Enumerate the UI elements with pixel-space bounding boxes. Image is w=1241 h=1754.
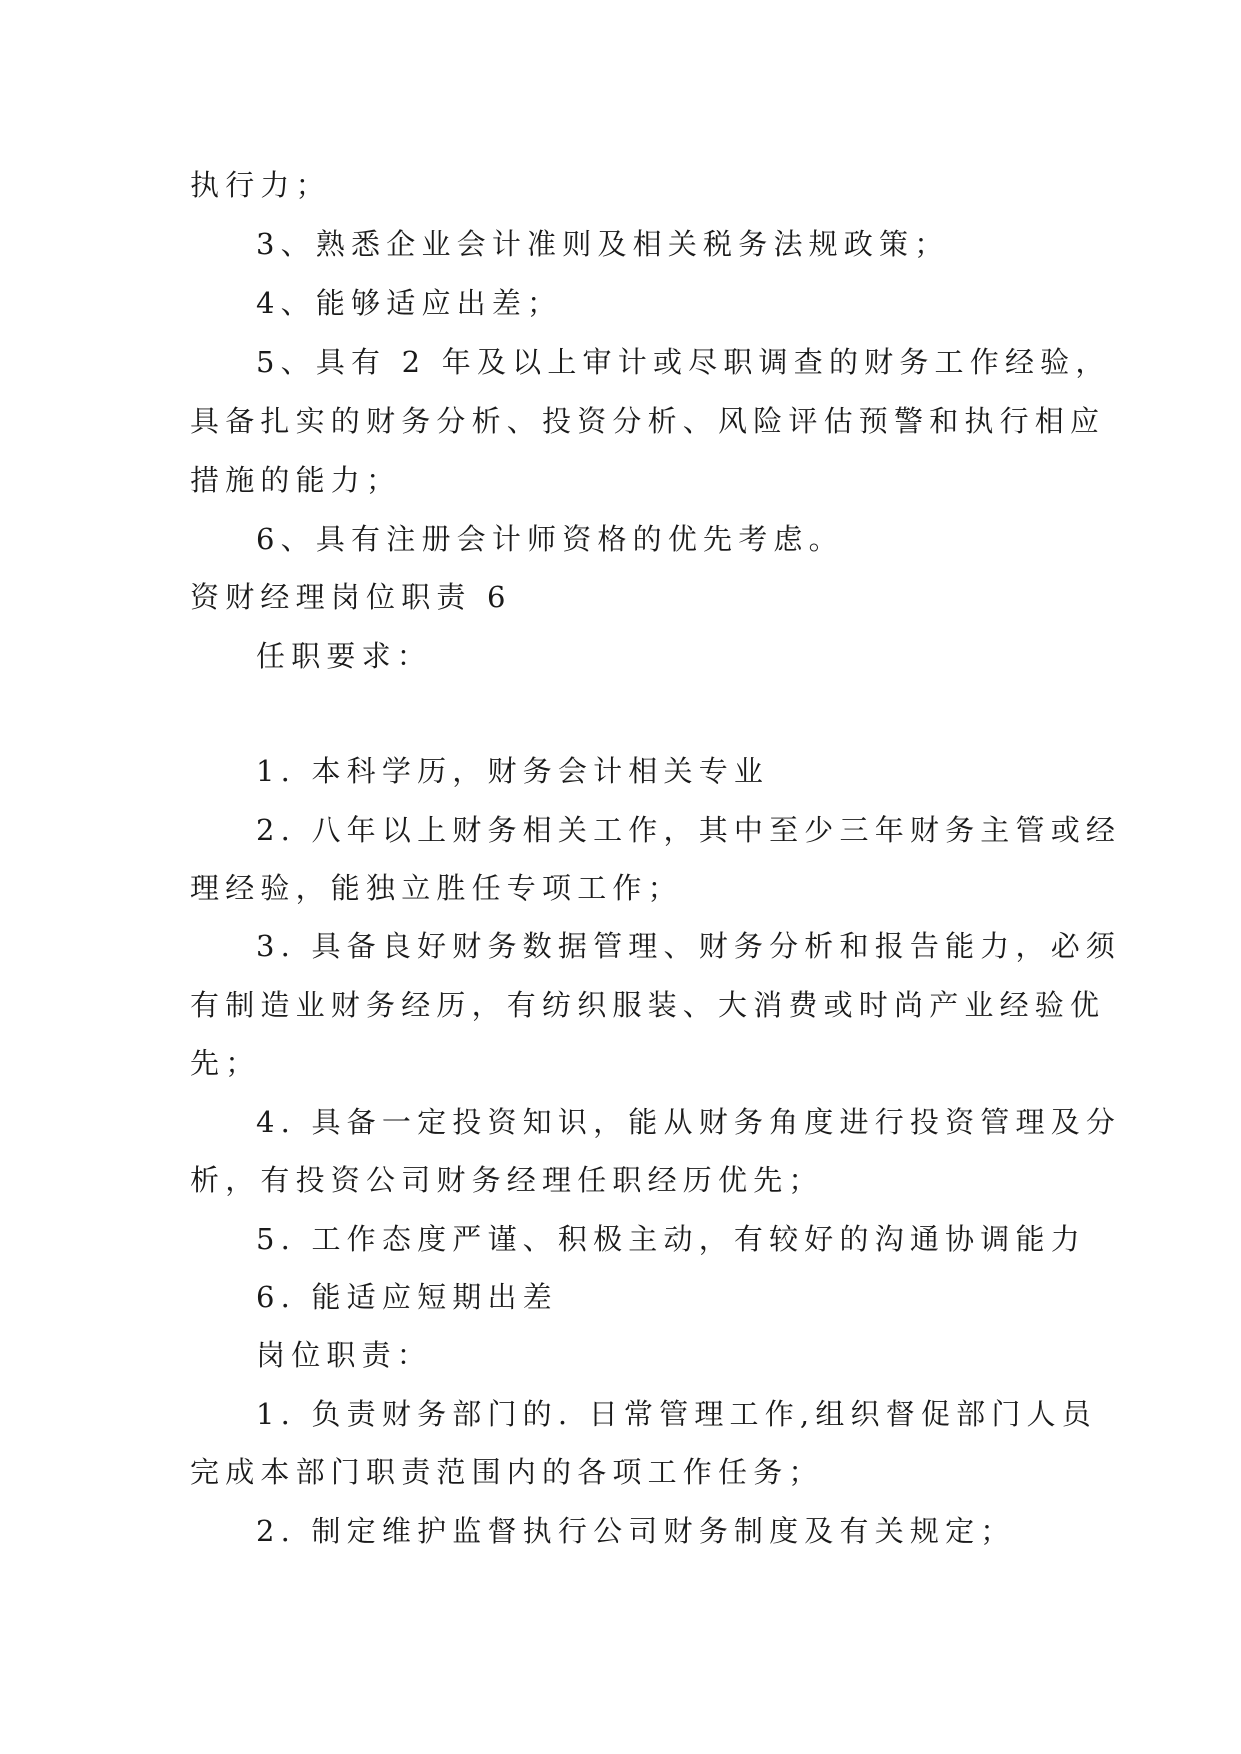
text-line: 6. 能适应短期出差 [256,1280,558,1314]
text-line: 有制造业财务经历，有纺织服装、大消费或时尚产业经验优 [190,988,1106,1022]
text-line: 2. 制定维护监督执行公司财务制度及有关规定； [256,1514,1016,1548]
text-line: 执行力； [190,168,331,202]
text-line: 4. 具备一定投资知识，能从财务角度进行投资管理及分 [256,1105,1122,1139]
subheading: 任职要求： [256,639,433,673]
text-line: 2. 八年以上财务相关工作，其中至少三年财务主管或经 [256,813,1122,847]
text-line: 1. 负责财务部门的. 日常管理工作,组织督促部门人员 [256,1397,1097,1431]
text-line: 完成本部门职责范围内的各项工作任务； [190,1455,824,1489]
subheading: 岗位职责： [256,1338,433,1372]
text-line: 具备扎实的财务分析、投资分析、风险评估预警和执行相应 [190,404,1106,438]
text-line: 5. 工作态度严谨、积极主动，有较好的沟通协调能力 [256,1222,1086,1256]
text-line: 措施的能力； [190,463,402,497]
text-line: 5、具有 2 年及以上审计或尽职调查的财务工作经验， [256,345,1111,379]
text-line: 先； [190,1046,261,1080]
text-line: 3、熟悉企业会计准则及相关税务法规政策； [256,227,950,261]
text-line: 3. 具备良好财务数据管理、财务分析和报告能力，必须 [256,929,1122,963]
text-line: 1. 本科学历，财务会计相关专业 [256,754,770,788]
section-heading: 资财经理岗位职责 6 [190,580,512,614]
text-line: 6、具有注册会计师资格的优先考虑。 [256,522,844,556]
text-line: 理经验，能独立胜任专项工作； [190,871,683,905]
text-line: 析，有投资公司财务经理任职经历优先； [190,1163,824,1197]
text-line: 4、能够适应出差； [256,286,563,320]
